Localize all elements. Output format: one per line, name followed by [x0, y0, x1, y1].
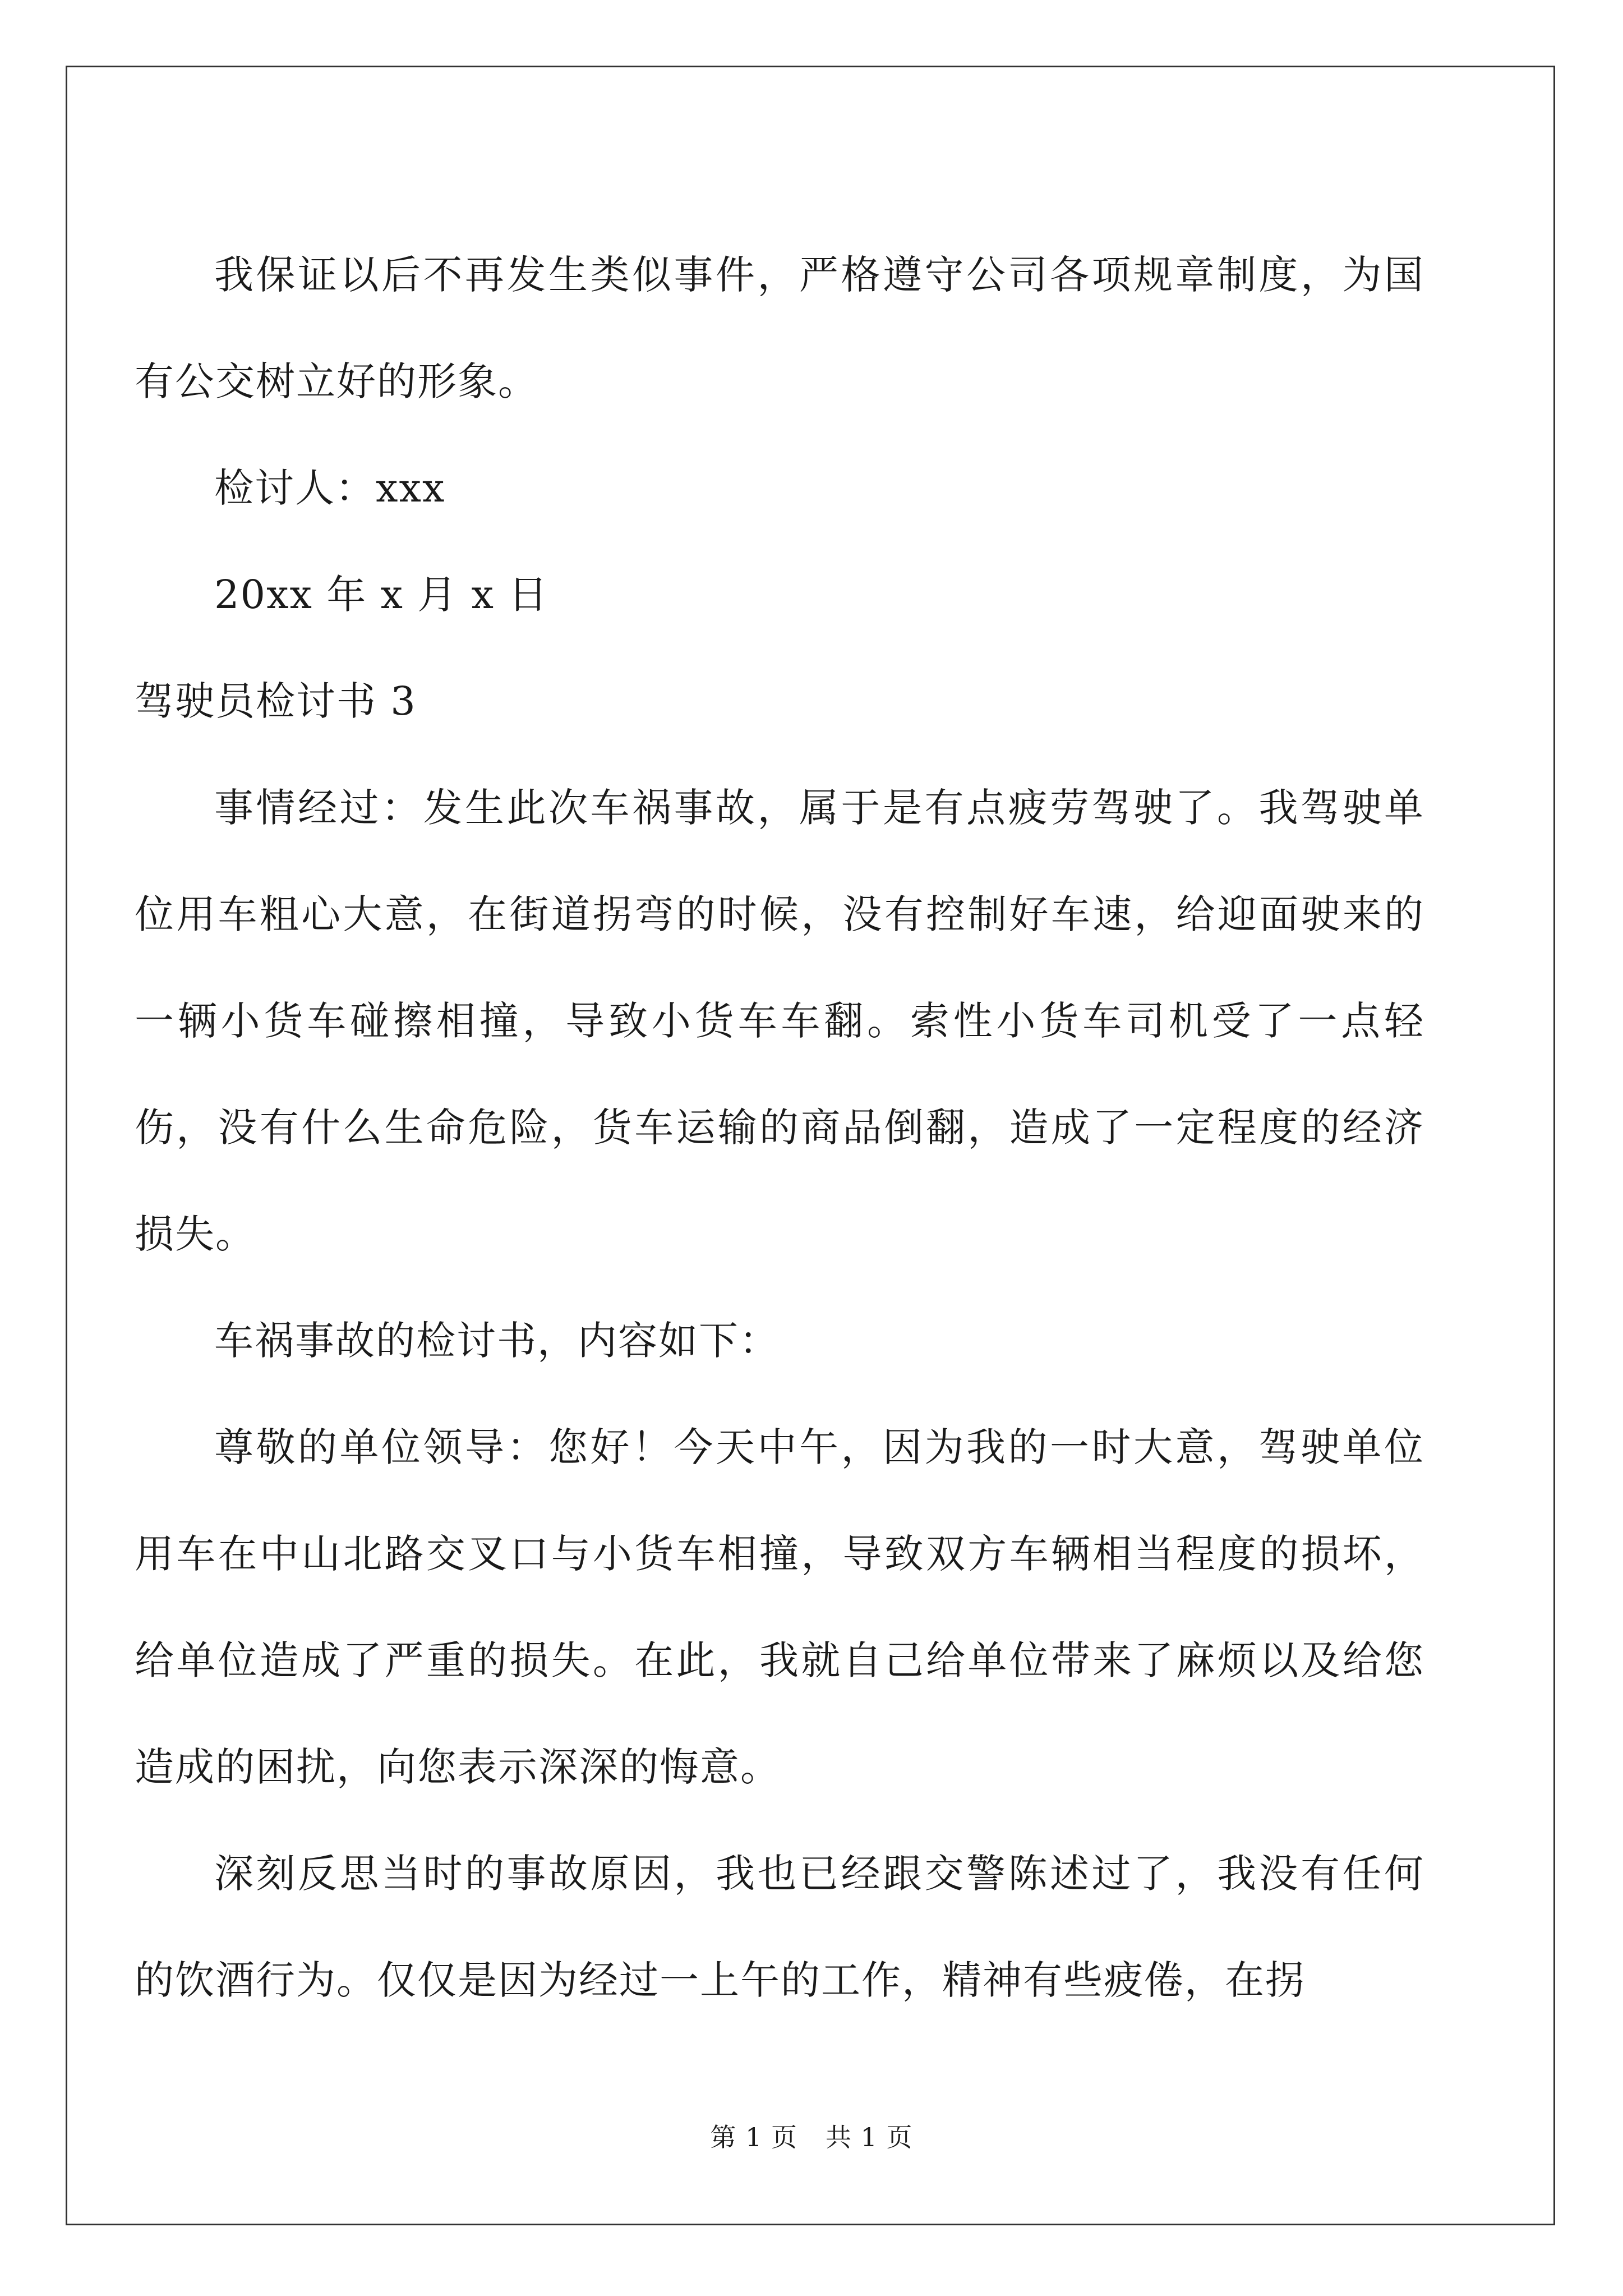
page-number: 第 1 页: [710, 2122, 797, 2152]
paragraph-signatory: 检讨人：xxx: [214, 465, 446, 511]
page-footer: [0, 2120, 1623, 2154]
paragraph-incident: 事情经过：发生此次车祸事故，属于是有点疲劳驾驶了。我驾驶单位用车粗心大意，在街道拐弯的时候，没有控制好车速，给迎面驶来的一辆小货车碰擦相撞，导致小货车车翻。索性小货车司机受了一点轻伤，没有什么生命危险，货车运输的商品倒翻，造成了一定程度的经济损失。: [135, 785, 1424, 1257]
page-total: 共 1 页: [826, 2122, 913, 2152]
paragraph-intro: 车祸事故的检讨书，内容如下：: [214, 1318, 780, 1364]
paragraph-apology: 尊敬的单位领导：您好！今天中午，因为我的一时大意，驾驶单位用车在中山北路交叉口与小货车相撞，导致双方车辆相当程度的损坏，给单位造成了严重的损失。在此，我就自己给单位带来了麻烦以及给您造成的困扰，向您表示深深的悔意。: [135, 1424, 1424, 1790]
paragraph-date: 20xx 年 x 月 x 日: [214, 572, 549, 618]
paragraph-guarantee: 我保证以后不再发生类似事件，严格遵守公司各项规章制度，为国有公交树立好的形象。: [135, 252, 1424, 404]
document-body: [135, 222, 1424, 2033]
section-heading: 驾驶员检讨书 3: [135, 678, 417, 724]
paragraph-reflection: 深刻反思当时的事故原因，我也已经跟交警陈述过了，我没有任何的饮酒行为。仅仅是因为经过一上午的工作，精神有些疲倦，在拐: [135, 1851, 1424, 2003]
